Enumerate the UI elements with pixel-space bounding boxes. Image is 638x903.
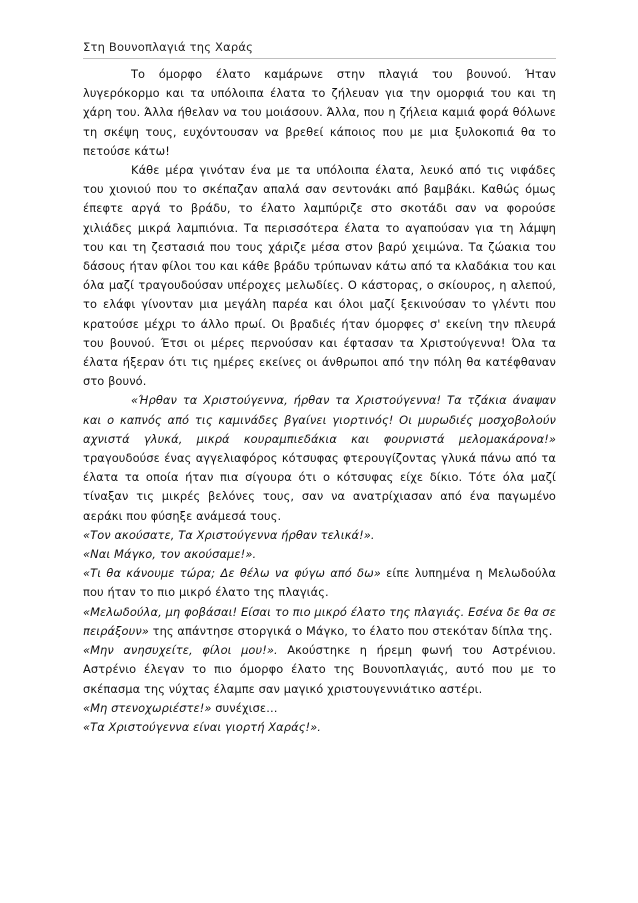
dialogue-1 [83, 526, 556, 545]
dialogue-6-quote: «Μη στενοχωριέστε!» [83, 700, 212, 715]
dialogue-5-rest: Ακούστηκε η ήρεμη φωνή του Αστρένιου. Αστρένιο έλεγαν το πιο όμορφο έλατο της Βουνοπλαγιάς, αυτό που με το σκέπασμα της νύχτας έλαμπε σαν μαγικό χριστουγεννιάτικο αστέρι. [83, 643, 556, 696]
dialogue-5 [83, 641, 556, 699]
dialogue-4 [83, 603, 556, 641]
dialogue-2 [83, 545, 556, 564]
paragraph-1: Το όμορφο έλατο καμάρωνε στην πλαγιά του βουνού. Ήταν λυγερόκορμο και τα υπόλοιπα έλατα το ζήλευαν για την ομορφιά του και τη χάρη του. Άλλα ήθελαν να του μοιάσουν. Άλλα, που η ζήλεια καμιά φορά θόλωνε τη σκέψη τους, ευχόντουσαν να βρεθεί κάποιος που με μια ξυλοκοπιά θα το πετούσε κάτω! [83, 67, 556, 158]
dialogue-7-quote: «Τα Χριστούγεννα είναι γιορτή Χαράς!». [83, 719, 321, 734]
header-rule [83, 58, 556, 59]
dialogue-5-quote: «Μην ανησυχείτε, φίλοι μου!». [83, 643, 278, 658]
dialogue-1-quote: «Τον ακούσατε, Τα Χριστούγεννα ήρθαν τελικά!». [83, 527, 375, 542]
dialogue-3-rest: είπε λυπημένα η Μελωδούλα που ήταν το πιο μικρό έλατο της πλαγιάς. [83, 566, 556, 600]
running-header: Στη Βουνοπλαγιά της Χαράς [83, 40, 254, 54]
paragraph-2: Κάθε μέρα γινόταν ένα με τα υπόλοιπα έλατα, λευκό από τις νιφάδες του χιονιού που το σκέπαζαν απαλά σαν σεντονάκι από βαμβάκι. Καθώς όμως έπεφτε αργά το βράδυ, το έλατο λαμπύριζε στο σκοτάδι σαν να φορούσε χιλιάδες μικρά λαμπιόνια. Τα περισσότερα έλατα το αγαπούσαν για τη λάμψη του και τη ζεστασιά που τους χάριζε μέσα στον βαρύ χειμώνα. Τα ζώακια του δάσους ήταν φίλοι του και κάθε βράδυ τρύπωναν κάτω από τα κλαδάκια του και όλα μαζί τραγουδούσαν υπέροχες μελωδίες. Ο κάστορας, ο σκίουρος, η αλεπού, το ελάφι γίνονταν μια μεγάλη παρέα και όλοι μαζί ξεκινούσαν το γλέντι που κρατούσε μέχρι το άλλο πρωί. Οι βραδιές ήταν όμορφες σ' εκείνη την πλευρά του βουνού. Έτσι οι μέρες περνούσαν και έφτασαν τα Χριστούγεννα! Όλα τα έλατα ήξεραν ότι τις ημέρες εκείνες οι άνθρωποι από την πόλη θα κατέφθαναν στο βουνό. [83, 163, 556, 389]
story-text [83, 65, 556, 737]
paragraph-3-rest: τραγουδούσε ένας αγγελιαφόρος κότσυφας φτερουγίζοντας γλυκά πάνω από τα έλατα τα οποία ήταν πια σίγουρα ότι ο κότσυφας είχε δίκιο. Τότε όλα μαζί τίναξαν τις μικρές βελόνες τους, σαν να ανατρίχιασαν από ένα παγωμένο αεράκι που φύσηξε ανάμεσά τους. [83, 451, 556, 523]
dialogue-4-quote: «Μελωδούλα, μη φοβάσαι! Είσαι το πιο μικρό έλατο της πλαγιάς. Εσένα δε θα σε πειράξουν» [83, 604, 556, 638]
dialogue-3 [83, 564, 556, 602]
dialogue-2-quote: «Ναι Μάγκο, τον ακούσαμε!». [83, 547, 257, 562]
paragraph-3 [83, 391, 556, 525]
dialogue-3-quote: «Τι θα κάνουμε τώρα; Δε θέλω να φύγω από δω» [83, 566, 381, 581]
dialogue-4-rest: της απάντησε στοργικά ο Μάγκο, το έλατο που στεκόταν δίπλα της. [148, 623, 553, 638]
dialogue-6-rest: συνέχισε… [211, 700, 278, 715]
song-quote: «Ήρθαν τα Χριστούγεννα, ήρθαν τα Χριστούγεννα! Τα τζάκια άναψαν και ο καπνός από τις καμινάδες βγαίνει γιορτινός! Οι μυρωδιές μοσχοβολούν αχνιστά γλυκά, μικρά κουραμπιεδάκια και φουρνιστά μελομακάρονα!» [83, 393, 556, 446]
dialogue-7 [83, 718, 556, 737]
dialogue-6 [83, 699, 556, 718]
